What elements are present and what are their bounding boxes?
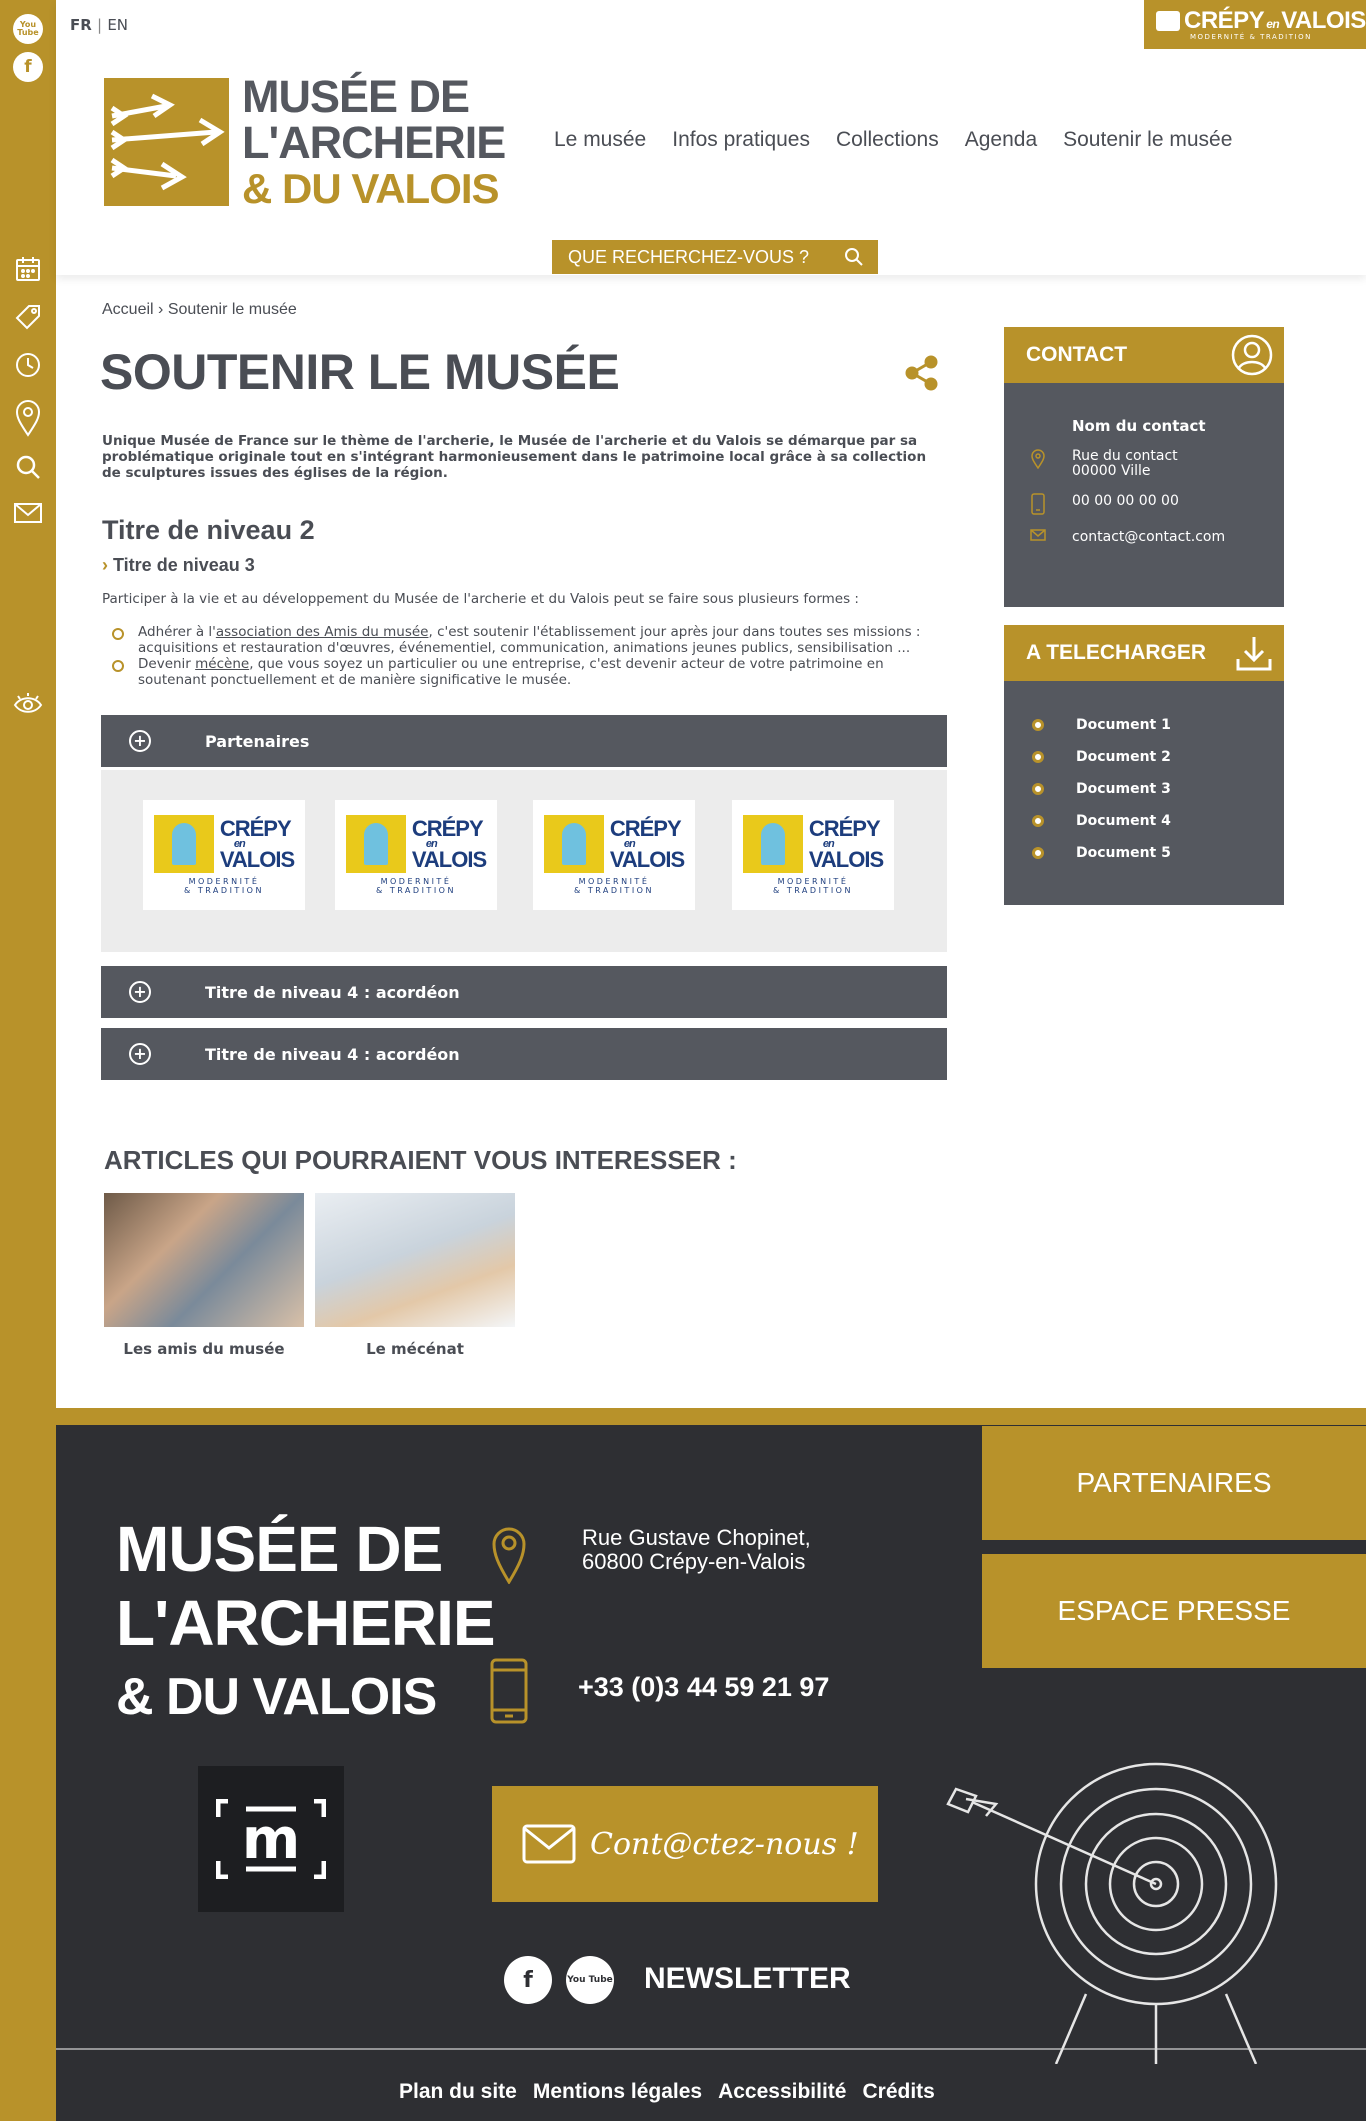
heading-level-3-text: Titre de niveau 3 [113,555,255,575]
contact-phone[interactable]: 00 00 00 00 00 [1072,493,1179,509]
accordion-level4-2[interactable] [101,1028,947,1080]
mail-icon [522,1822,576,1866]
breadcrumb-home[interactable]: Accueil [102,301,154,318]
crepy-logo-tagline: MODERNITÉ & TRADITION [1190,32,1312,41]
footer-link-accessibility[interactable]: Accessibilité [718,2080,847,2103]
nav-item-agenda[interactable]: Agenda [964,128,1038,151]
footer-accent-strip [56,1408,1366,1425]
left-sidebar [0,0,56,2121]
mobile-phone-icon [490,1658,528,1728]
intro-paragraph: Unique Musée de France sur le thème de l'archerie, le Musée de l'archerie et du Valois se démarque par sa problématique originale tout en s'intégrant harmonieusement dans le patrimoine local grâce à sa collection de sculptures issues des églises de la région. [102,433,927,481]
plus-circle-icon: + [129,730,151,752]
support-list [112,624,952,688]
fleur-de-lys-icon [154,815,214,873]
lang-separator: | [97,16,103,34]
footer-link-credits[interactable]: Crédits [862,2080,935,2103]
accordion-label: Titre de niveau 4 : acordéon [205,982,460,1002]
download-item[interactable]: Document 3 [1004,773,1284,805]
accordion-label: Partenaires [205,731,310,751]
nav-item-musee[interactable]: Le musée [554,128,647,151]
breadcrumb-separator: › [158,301,164,318]
article-card-mecenat[interactable] [315,1193,515,1358]
bullet-dot-icon [1032,783,1044,795]
newsletter-link[interactable]: NEWSLETTER [644,1962,851,1995]
accessibility-eye-icon[interactable] [13,690,43,720]
contact-us-button[interactable] [492,1786,878,1902]
partner-logo-crepy[interactable]: CRÉPY en VALOIS MODERNITÉ & TRADITION [533,800,695,910]
plus-circle-icon: + [129,981,151,1003]
brand-line1: MUSÉE DE [242,71,470,122]
breadcrumb-current: Soutenir le musée [167,301,297,318]
footer-links [399,2080,935,2104]
user-circle-icon [1230,333,1274,377]
footer-link-legal[interactable]: Mentions légales [532,2080,703,2103]
page-title: SOUTENIR LE MUSÉE [100,344,620,400]
contact-name: Nom du contact [1072,417,1206,435]
share-icon[interactable] [904,355,940,391]
nav-item-soutenir[interactable]: Soutenir le musée [1063,128,1233,151]
download-item[interactable]: Document 5 [1004,837,1284,869]
fleur-de-lys-icon [346,815,406,873]
bullet-dot-icon [1032,751,1044,763]
archery-logo-icon[interactable] [104,78,229,206]
friends-association-link[interactable]: association des Amis du musée [215,624,429,640]
lang-en[interactable]: EN [107,16,129,34]
footer-brand-line1: MUSÉE DE [116,1513,443,1585]
download-item[interactable]: Document 1 [1004,709,1284,741]
chevron-right-icon: › [102,555,108,575]
partner-logo-crepy[interactable]: CRÉPY en VALOIS MODERNITÉ & TRADITION [143,800,305,910]
article-caption[interactable]: Les amis du musée [123,1340,285,1358]
bullet-dot-icon [1032,719,1044,731]
contact-header [1004,327,1284,383]
footer-link-sitemap[interactable]: Plan du site [399,2080,517,2103]
contact-email[interactable]: contact@contact.com [1072,529,1226,545]
youtube-icon[interactable]: You Tube [566,1956,614,2004]
brand-wordmark[interactable] [242,71,506,212]
accordion-partenaires-panel [101,770,947,952]
list-item: Devenir mécène, que vous soyez un particulier ou une entreprise, c'est devenir acteur de votre patrimoine en soutenant ponctuellement et de manière significative le musée. [112,656,952,688]
nav-item-infos-pratiques[interactable]: Infos pratiques [672,128,810,151]
facebook-icon[interactable]: f [504,1956,552,2004]
site-footer [56,1408,1366,2121]
accordion-partenaires[interactable] [101,715,947,767]
patron-link[interactable]: mécène [195,656,250,672]
youtube-icon[interactable]: You Tube [13,14,43,44]
bullet-dot-icon [1032,847,1044,859]
fleur-de-lys-icon [544,815,604,873]
archery-target-drawing-icon [936,1704,1296,2064]
fleur-de-lys-icon [1156,11,1180,31]
partners-button[interactable]: PARTENAIRES [982,1426,1366,1540]
fleur-de-lys-icon [743,815,803,873]
downloads-heading: A TELECHARGER [1026,641,1207,664]
breadcrumb [102,301,297,319]
contact-address2: 00000 Ville [1072,463,1151,479]
press-button[interactable]: ESPACE PRESSE [982,1554,1366,1668]
brand-line2: L'ARCHERIE [242,117,506,168]
contact-box [1004,327,1284,607]
contact-heading: CONTACT [1026,343,1128,366]
downloads-list [1004,681,1284,869]
footer-brand-line3: & DU VALOIS [116,1668,437,1726]
crepy-logo-title: CRÉPY enVALOIS [1156,9,1366,33]
search-placeholder[interactable]: QUE RECHERCHEZ-VOUS ? [568,246,810,267]
main-navigation [554,128,1232,152]
download-icon [1234,633,1274,673]
footer-address: Rue Gustave Chopinet, 60800 Crépy-en-Valois [582,1525,811,1574]
partner-logo-crepy[interactable]: CRÉPY en VALOIS MODERNITÉ & TRADITION [335,800,497,910]
footer-ground-line [56,2048,1366,2050]
accordion-level4-1[interactable] [101,966,947,1018]
search-icon[interactable] [844,247,864,267]
download-item[interactable]: Document 4 [1004,805,1284,837]
downloads-box [1004,625,1284,905]
musees-logo[interactable] [198,1766,344,1912]
list-item: Adhérer à l'association des Amis du musée, c'est soutenir l'établissement jour après jour dans toutes ses missions : acquisitions et restauration d'œuvres, événementiel, communication, animations jeunes publics, sensibilisation ... [112,624,952,656]
partner-logo-crepy[interactable]: CRÉPY en VALOIS MODERNITÉ & TRADITION [732,800,894,910]
footer-phone[interactable]: +33 (0)3 44 59 21 97 [578,1672,830,1702]
nav-item-collections[interactable]: Collections [836,128,939,151]
article-card-amis[interactable] [104,1193,304,1358]
crepy-valois-logo[interactable] [1144,0,1366,49]
body-paragraph: Participer à la vie et au développement du Musée de l'archerie et du Valois peut se faire sous plusieurs formes : [102,591,859,607]
search-bar[interactable] [552,240,878,274]
location-pin-icon [492,1526,526,1588]
language-switcher [70,16,128,34]
article-caption[interactable]: Le mécénat [366,1340,464,1358]
clock-icon[interactable] [13,350,43,380]
bullet-dot-icon [1032,815,1044,827]
downloads-header [1004,625,1284,681]
footer-brand[interactable] [116,1512,495,1734]
location-pin-icon[interactable] [13,398,43,438]
article-image-hands[interactable] [104,1193,304,1327]
location-pin-icon [1004,449,1072,469]
mail-icon[interactable] [13,498,43,528]
musees-logo-letter: m [241,1806,301,1872]
mobile-phone-icon [1004,493,1072,515]
lang-fr[interactable]: FR [70,16,92,34]
heading-level-2: Titre de niveau 2 [102,515,315,545]
calendar-icon[interactable] [13,254,43,284]
site-header [56,0,1366,275]
footer-brand-line2: L'ARCHERIE [116,1587,495,1659]
contact-address1: Rue du contact [1072,448,1178,464]
article-image-signing[interactable] [315,1193,515,1327]
accordion-label: Titre de niveau 4 : acordéon [205,1044,460,1064]
related-articles-heading: ARTICLES QUI POURRAIENT VOUS INTERESSER : [104,1145,737,1175]
download-item[interactable]: Document 2 [1004,741,1284,773]
heading-level-3 [102,555,255,576]
facebook-icon[interactable]: f [13,52,43,82]
search-icon[interactable] [13,452,43,482]
ticket-icon[interactable] [13,302,43,332]
plus-circle-icon: + [129,1043,151,1065]
contact-us-label: Cont@ctez-nous ! [590,1826,859,1862]
mail-icon [1004,529,1072,541]
brand-line3: & DU VALOIS [242,165,499,212]
